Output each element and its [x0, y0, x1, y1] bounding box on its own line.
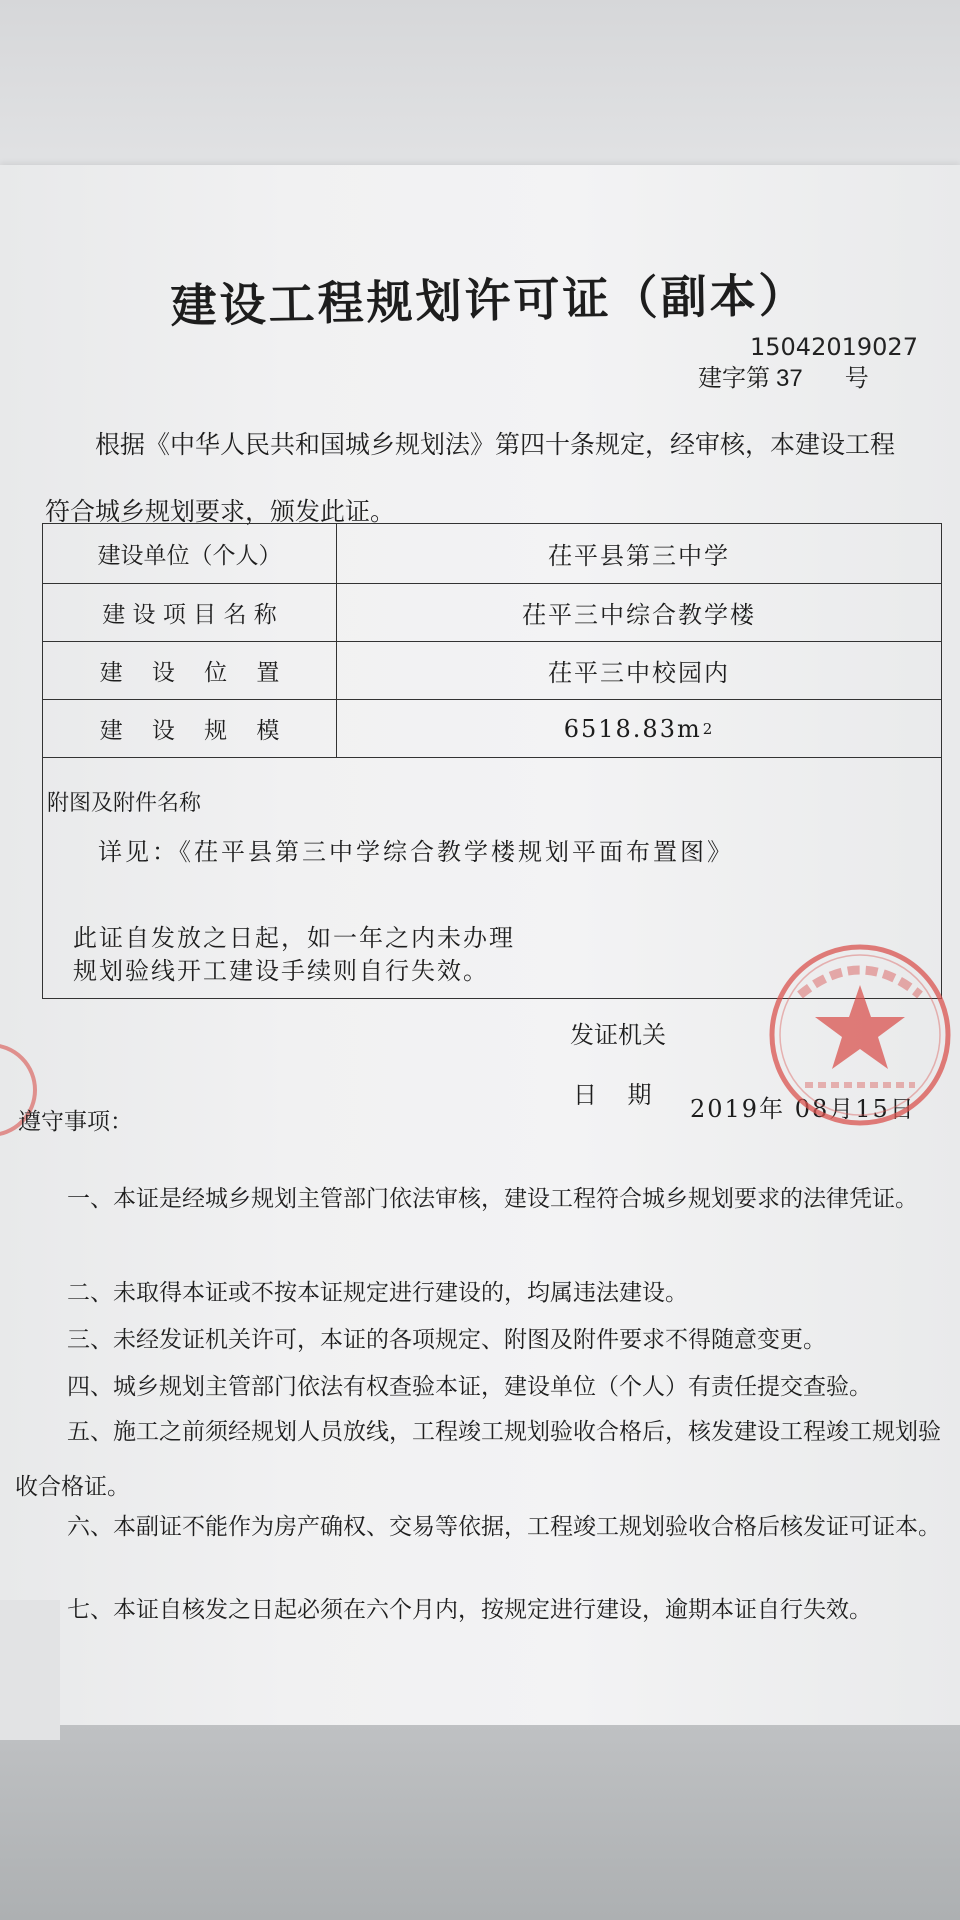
intro-line-2: 符合城乡规划要求，颁发此证。: [45, 497, 396, 526]
attachment-value: 详见：《茌平县第三中学综合教学楼规划平面布置图》: [98, 838, 734, 866]
desk-surface: [0, 1725, 960, 1920]
validity-line-1: 此证自发放之日起，如一年之内未办理: [73, 924, 515, 952]
document-title: 建设工程规划许可证（副本）: [170, 267, 809, 333]
row-value: [337, 700, 941, 757]
issue-date: 2019年 08月15日: [690, 1095, 916, 1123]
row-value: 茌平三中综合教学楼: [522, 601, 756, 629]
serial-number: 15042019027: [750, 333, 918, 361]
rule-item: 三、未经发证机关许可，本证的各项规定、附图及附件要求不得随意变更。: [67, 1327, 826, 1353]
rule-item: 五、施工之前须经规划人员放线，工程竣工规划验收合格后，核发建设工程竣工规划验收合格证。: [15, 1419, 941, 1500]
row-value: 茌平三中校园内: [548, 659, 730, 687]
attachment-heading: 附图及附件名称: [47, 791, 202, 816]
permit-prefix: 建字第: [698, 364, 770, 392]
rules-title: 遵守事项：: [18, 1109, 133, 1135]
intro-line-1: 根据《中华人民共和国城乡规划法》第四十条规定，经审核，本建设工程: [95, 430, 896, 459]
row-label: 建 设 规 模: [43, 700, 337, 757]
table-row: [43, 584, 941, 642]
rule-item: 二、未取得本证或不按本证规定进行建设的，均属违法建设。: [67, 1280, 688, 1306]
row-value: 茌平县第三中学: [548, 542, 730, 570]
rule-item: 一、本证是经城乡规划主管部门依法审核，建设工程符合城乡规划要求的法律凭证。: [67, 1186, 918, 1212]
table-row: [43, 642, 941, 700]
row-label: 建设单位（个人）: [43, 524, 337, 583]
table-row: [43, 524, 941, 584]
scale-unit-superscript: 2: [702, 719, 715, 738]
row-label: 建 设 项 目 名 称: [43, 584, 337, 641]
validity-note: [73, 922, 515, 988]
date-label: 日 期: [573, 1081, 652, 1109]
official-seal-stamp: [760, 935, 960, 1135]
table-row: [43, 700, 941, 758]
rule-item: 七、本证自核发之日起必须在六个月内，按规定进行建设，逾期本证自行失效。: [67, 1597, 872, 1623]
permit-suffix: 号: [844, 364, 869, 392]
permit-table: [42, 523, 942, 999]
permit-number-line: [698, 358, 869, 393]
row-label: 建 设 位 置: [43, 642, 337, 699]
rule-item: 四、城乡规划主管部门依法有权查验本证，建设单位（个人）有责任提交查验。: [67, 1374, 872, 1400]
scale-value: 6518.83m: [563, 714, 702, 743]
seal-star-icon: [815, 985, 905, 1069]
validity-line-2: 规划验线开工建设手续则自行失效。: [73, 957, 489, 985]
issuer-label: 发证机关: [570, 1021, 666, 1049]
rule-item: 六、本副证不能作为房产确权、交易等依据，工程竣工规划验收合格后核发证可证本。: [67, 1514, 941, 1540]
permit-number: 37: [776, 365, 803, 392]
